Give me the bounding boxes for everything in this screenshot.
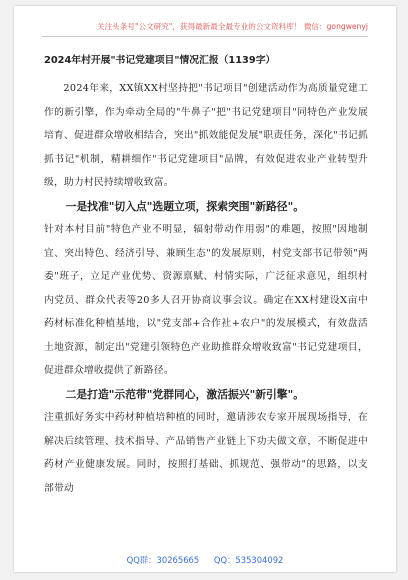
footer-qq-contact: QQ：535304092 [213, 555, 284, 565]
footer-qq-group: QQ群：30265665 [126, 555, 200, 565]
section-body-2: 注重抓好务实中药材种植培种植的同时，邀请涉农专家开展现场指导，在解决后续管理、技术指导、产品销售产业链上下功夫做文章，不断促进中药材产业健康发展。同时，按照打基础、抓规范、强带动"的思路，以支部带动 [44, 412, 368, 494]
header-banner-text: 关注头条号"公文研究"，获得最新最全最专业的公文资料库！ 微信：gongwenyj [96, 22, 368, 31]
header-banner [14, 6, 396, 32]
header-divider [42, 36, 368, 37]
footer [14, 554, 396, 566]
document-title: 2024年村开展"书记党建项目"情况汇报（1139字） [44, 55, 276, 66]
intro-paragraph: 2024年来，XX镇XX村坚持把"书记项目"创建活动作为高质量党建工作的新引擎，作为牵动全局的"牛鼻子"把"书记党建项目"同特色产业发展培育、促进群众增收相结合，突出"抓效能促发展"职责任务，深化"书记抓抓书记"机制，精耕细作"书记党建项目"品牌，有效促进农业产业转型升级，助力村民持续增收致富。 [44, 83, 368, 188]
section-heading-2: 二是打造"示范带"党群同心，激活振兴"新引擎"。 [65, 387, 305, 401]
section-heading-1: 一是找准"切入点"选题立项，探索突围"新路径"。 [65, 199, 305, 213]
document-page [14, 6, 396, 572]
document-body [44, 52, 368, 500]
section-body-1: 针对本村目前"特色产业不明显，辐射带动作用弱"的难题，按照"因地制宜、突出特色、经济引导、兼顾生态"的发展原则，村党支部书记带领"两委"班子，立足产业优势、资源禀赋、村情实际，广泛征求意见，组织村内党员、群众代表等20多人召开协商议事会议。确定在XX村建设X亩中药材标准化种植基地，以"党支部+合作社+农户"的发展模式，有效盘活土地资源，制定出"党建引领特色产业助推群众增收致富"书记党建项目，促进群众增收提供了新路径。 [44, 224, 368, 376]
